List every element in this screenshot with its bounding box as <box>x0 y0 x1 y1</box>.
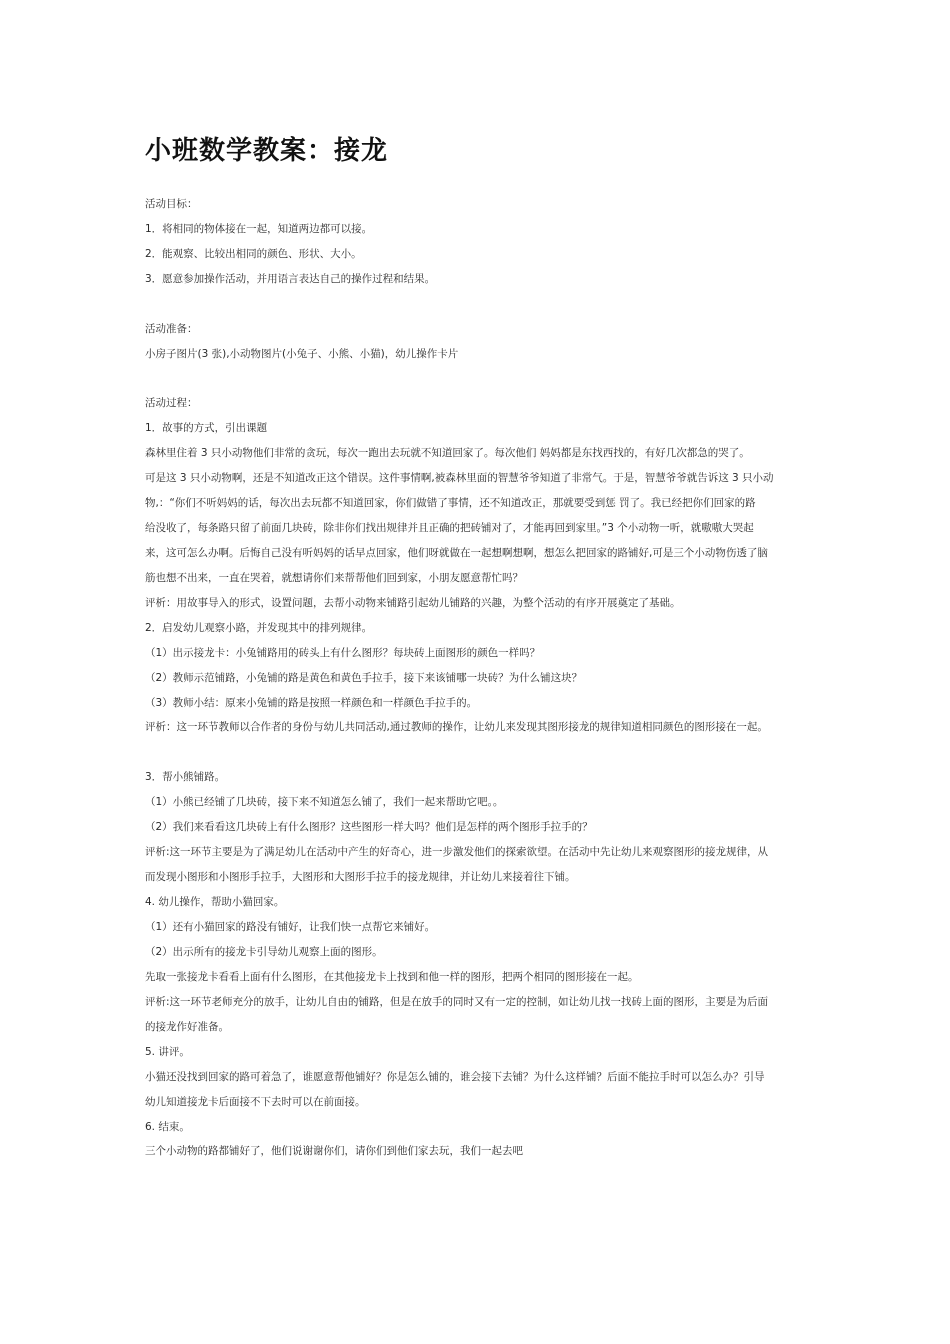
paragraph-line: （1）还有小猫回家的路没有铺好，让我们快一点帮它来铺好。 <box>145 921 436 933</box>
paragraph-line: 筋也想不出来，一直在哭着，就想请你们来帮帮他们回到家，小朋友愿意帮忙吗？ <box>145 572 523 584</box>
paragraph-line: 给没收了，每条路只留了前面几块砖，除非你们找出规律并且正确的把砖铺对了，才能再回到家里。”3 个小动物一听，就嗷嗷大哭起 <box>145 522 754 534</box>
paragraph-line: 物,：“你们不听妈妈的话，每次出去玩都不知道回家，你们做错了事情，还不知道改正，那就要受到惩 罚了。我已经把你们回家的路 <box>145 497 756 509</box>
paragraph-line: 2．启发幼儿观察小路，并发现其中的排列规律。 <box>145 622 373 634</box>
page-title: 小班数学教案：接龙 <box>145 136 389 166</box>
paragraph-line: （2）我们来看看这几块砖上有什么图形？这些图形一样大吗？他们是怎样的两个图形手拉手的？ <box>145 821 593 833</box>
paragraph-line: 评析：用故事导入的形式，设置问题，去帮小动物来铺路引起幼儿铺路的兴趣，为整个活动的有序开展奠定了基础。 <box>145 597 681 609</box>
paragraph-line: 2．能观察、比较出相同的颜色、形状、大小。 <box>145 248 362 260</box>
paragraph-line: 评析:这一环节老师充分的放手，让幼儿自由的铺路，但是在放手的同时又有一定的控制，如让幼儿找一找砖上面的图形，主要是为后面 <box>145 996 769 1008</box>
paragraph-line: 森林里住着 3 只小动物他们非常的贪玩，每次一跑出去玩就不知道回家了。每次他们 妈妈都是东找西找的，有好几次都急的哭了。 <box>145 447 750 459</box>
paragraph-line: 评析：这一环节教师以合作者的身份与幼儿共同活动,通过教师的操作，让幼儿来发现其图形接龙的规律知道相同颜色的图形接在一起。 <box>145 721 768 733</box>
paragraph-line: 小房子图片(3 张),小动物图片(小兔子、小熊、小猫)，幼儿操作卡片 <box>145 348 459 360</box>
paragraph-line: （1）小熊已经铺了几块砖，接下来不知道怎么铺了，我们一起来帮助它吧。。 <box>145 796 504 808</box>
paragraph-line: （2）教师示范铺路，小兔铺的路是黄色和黄色手拉手，接下来该铺哪一块砖？为什么铺这块？ <box>145 672 583 684</box>
paragraph-line: 1．将相同的物体接在一起，知道两边都可以接。 <box>145 223 373 235</box>
paragraph-line: 小猫还没找到回家的路可着急了，谁愿意帮他铺好？你是怎么铺的，谁会接下去铺？为什么这样铺？后面不能拉手时可以怎么办？引导 <box>145 1071 765 1083</box>
paragraph-line: 活动准备： <box>145 323 198 335</box>
paragraph-line: 1．故事的方式，引出课题 <box>145 422 268 434</box>
paragraph-line: 幼儿知道接龙卡后面接不下去时可以在前面接。 <box>145 1096 366 1108</box>
paragraph-line: 先取一张接龙卡看看上面有什么图形，在其他接龙卡上找到和他一样的图形，把两个相同的图形接在一起。 <box>145 971 639 983</box>
paragraph-line: （3）教师小结：原来小兔铺的路是按照一样颜色和一样颜色手拉手的。 <box>145 697 478 709</box>
paragraph-line: （2）出示所有的接龙卡引导幼儿观察上面的图形。 <box>145 946 383 958</box>
paragraph-line: 6. 结束。 <box>145 1121 190 1133</box>
paragraph-line: （1）出示接龙卡：小兔铺路用的砖头上有什么图形？每块砖上面图形的颜色一样吗？ <box>145 647 541 659</box>
paragraph-line: 3．愿意参加操作活动，并用语言表达自己的操作过程和结果。 <box>145 273 436 285</box>
paragraph-line: 4. 幼儿操作，帮助小猫回家。 <box>145 896 285 908</box>
paragraph-line: 活动目标： <box>145 198 198 210</box>
paragraph-line: 3．帮小熊铺路。 <box>145 771 226 783</box>
paragraph-line: 而发现小图形和小图形手拉手，大图形和大图形手拉手的接龙规律，并让幼儿来接着往下铺。 <box>145 871 576 883</box>
paragraph-line: 的接龙作好准备。 <box>145 1021 229 1033</box>
paragraph-line: 5. 讲评。 <box>145 1046 190 1058</box>
paragraph-line: 三个小动物的路都铺好了，他们说谢谢你们，请你们到他们家去玩，我们一起去吧 <box>145 1145 523 1157</box>
paragraph-line: 活动过程： <box>145 397 198 409</box>
paragraph-line: 可是这 3 只小动物啊，还是不知道改正这个错误。这件事情啊,被森林里面的智慧爷爷知道了非常气。于是，智慧爷爷就告诉这 3 只小动 <box>145 472 774 484</box>
paragraph-line: 来，这可怎么办啊。后悔自己没有听妈妈的话早点回家，他们呀就做在一起想啊想啊，想怎么把回家的路铺好,可是三个小动物伤透了脑 <box>145 547 768 559</box>
paragraph-line: 评析:这一环节主要是为了满足幼儿在活动中产生的好奇心，进一步激发他们的探索欲望。在活动中先让幼儿来观察图形的接龙规律，从 <box>145 846 769 858</box>
